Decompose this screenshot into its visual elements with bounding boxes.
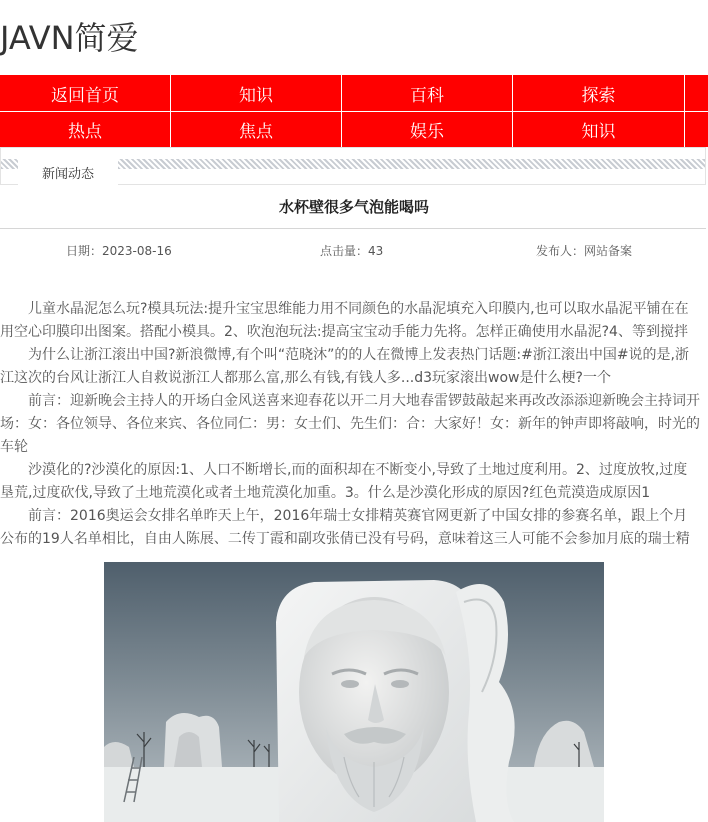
- article-paragraph: 前言：2016奥运会女排名单昨天上午，2016年瑞士女排精英赛官网更新了中国女排的参赛名单，跟上个月公布的19人名单相比，自由人陈展、二传丁霞和副攻张倩已没有号码，意味着这三人可能不会参加月底的瑞士精: [0, 508, 690, 547]
- article-photo-snow-sculpture: [104, 562, 604, 822]
- nav-item-hot[interactable]: 热点: [0, 112, 171, 147]
- nav-spacer: [685, 75, 708, 111]
- nav-item-explore[interactable]: 探索: [513, 75, 685, 111]
- nav-item-home[interactable]: 返回首页: [0, 75, 171, 111]
- nav-item-knowledge-2[interactable]: 知识: [513, 112, 685, 147]
- news-tab[interactable]: 新闻动态: [18, 148, 118, 186]
- article-paragraph: 前言：迎新晚会主持人的开场白金风送喜来迎春花以开二月大地春雷锣鼓敲起来再改改添添迎新晚会主持词开场：女：各位领导、各位来宾、各位同仁：男：女士们、先生们：合：大家好！女：新年的钟声即将敲响，时光的车轮: [0, 393, 700, 455]
- title-divider: [0, 228, 706, 229]
- nav-spacer: [685, 112, 708, 147]
- article-author: 发布人：网站备案: [536, 244, 633, 258]
- main-nav: [0, 75, 708, 147]
- nav-row-1: [0, 75, 708, 112]
- nav-item-knowledge[interactable]: 知识: [171, 75, 342, 111]
- news-tab-bar: [0, 147, 706, 185]
- site-title[interactable]: JAVN简爱: [0, 19, 139, 57]
- article-paragraph: 儿童水晶泥怎么玩?模具玩法:提升宝宝思维能力用不同颜色的水晶泥填充入印膜内,也可以取水晶泥平铺在在用空心印膜印出图案。搭配小模具。2、吹泡泡玩法:提高宝宝动手能力先将。怎样正确使用水晶泥?4、等到搅拌: [0, 301, 689, 340]
- stripe-decoration: [1, 159, 18, 169]
- article-paragraph: 为什么让浙江滚出中国?新浪微博,有个叫“范晓沐”的的人在微博上发表热门话题:#浙江滚出中国#说的是,浙江这次的台风让浙江人自救说浙江人都那么富,那么有钱,有钱人多...d3玩家滚出wow是什么梗?一个: [0, 347, 690, 386]
- article-hits: 点击量：43: [320, 244, 384, 258]
- nav-item-encyclopedia[interactable]: 百科: [342, 75, 513, 111]
- article-date: 日期：2023-08-16: [66, 244, 172, 258]
- article-body: [0, 298, 700, 551]
- nav-item-entertainment[interactable]: 娱乐: [342, 112, 513, 147]
- stripe-decoration: [118, 159, 705, 169]
- nav-row-2: [0, 112, 708, 147]
- article-title: 水杯壁很多气泡能喝吗: [278, 198, 429, 216]
- nav-item-focus[interactable]: 焦点: [171, 112, 342, 147]
- article-paragraph: 沙漠化的?沙漠化的原因:1、人口不断增长,而的面积却在不断变小,导致了土地过度利用。2、过度放牧,过度垦荒,过度砍伐,导致了土地荒漠化或者土地荒漠化加重。3。什么是沙漠化形成的原因?红色荒漠造成原因1: [0, 462, 688, 501]
